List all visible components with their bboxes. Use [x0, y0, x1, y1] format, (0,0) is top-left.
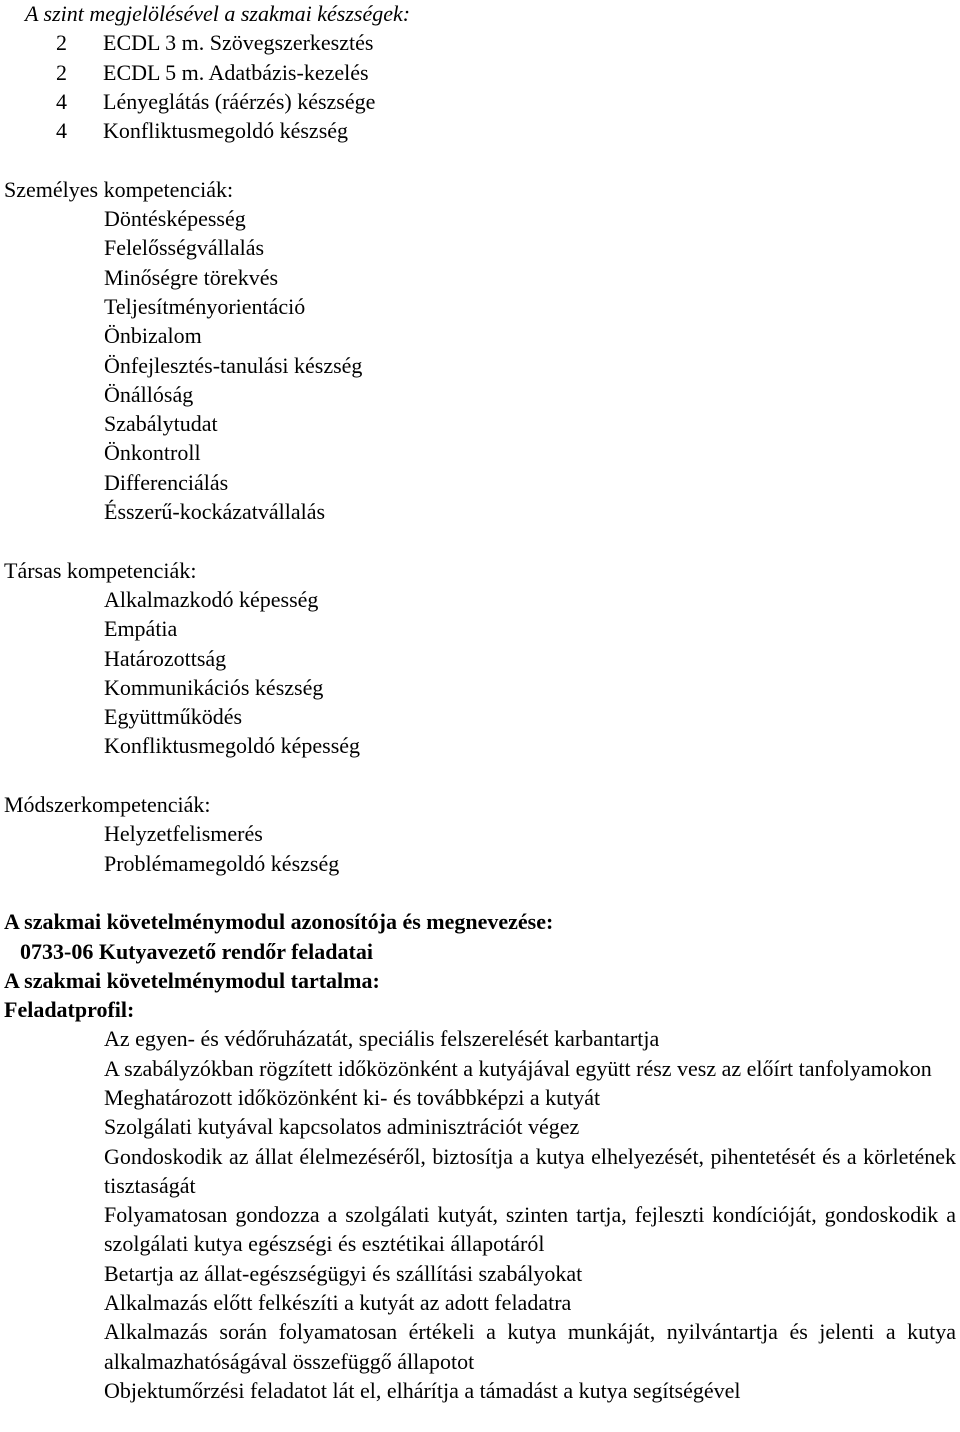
skill-level: 2 — [56, 30, 67, 56]
spacer — [0, 761, 960, 790]
task-item: Meghatározott időközönként ki- és továbbképzi a kutyát — [104, 1084, 601, 1110]
skill-level: 4 — [56, 88, 67, 114]
task-item: Folyamatosan gondozza a szolgálati kutyát, szinten tartja, fejleszti kondícióját, gondoskodik a szolgálati kutya egészségi és esztétikai állapotáról — [104, 1202, 956, 1257]
spacer — [0, 145, 960, 174]
skill-label: Konfliktusmegoldó készség — [103, 118, 349, 144]
level-skill-row — [0, 58, 960, 87]
task-profile-list — [0, 1024, 960, 1405]
method-competencies-list — [0, 819, 960, 878]
spacer — [0, 526, 960, 555]
task-item: A szabályzókban rögzített időközönként a kutyájával együtt rész vesz az előírt tanfolyamokon — [104, 1055, 932, 1081]
skill-label: Lényeglátás (ráérzés) készsége — [103, 88, 376, 114]
list-item: Differenciálás — [104, 469, 229, 495]
module-id-heading: A szakmai követelménymodul azonosítója és megnevezése: — [4, 909, 554, 935]
list-item: Konfliktusmegoldó képesség — [104, 733, 361, 759]
method-competencies-heading: Módszerkompetenciák: — [4, 792, 211, 818]
list-item: Problémamegoldó készség — [104, 850, 340, 876]
task-item: Alkalmazás során folyamatosan értékeli a kutya munkáját, nyilvántartja és jelenti a kutya alkalmazhatóságával összefüggő állapotot — [104, 1319, 956, 1374]
spacer — [0, 878, 960, 907]
social-competencies-list — [0, 585, 960, 761]
list-item: Önállóság — [104, 381, 194, 407]
task-item: Gondoskodik az állat élelmezéséről, biztosítja a kutya elhelyezését, pihentetését és a körletének tisztaságát — [104, 1143, 956, 1198]
module-id-value: 0733-06 Kutyavezető rendőr feladatai — [20, 938, 373, 964]
task-item: Objektumőrzési feladatot lát el, elhárítja a támadást a kutya segítségével — [104, 1377, 741, 1403]
list-item: Kommunikációs készség — [104, 674, 324, 700]
level-skills-heading: A szint megjelölésével a szakmai készségek: — [25, 1, 411, 26]
skill-label: ECDL 3 m. Szövegszerkesztés — [103, 30, 374, 56]
module-content-heading: A szakmai követelménymodul tartalma: — [4, 967, 380, 993]
task-item: Alkalmazás előtt felkészíti a kutyát az adott feladatra — [104, 1290, 572, 1316]
level-skills-list — [0, 28, 960, 145]
personal-competencies-list — [0, 204, 960, 526]
list-item: Önkontroll — [104, 440, 201, 466]
list-item: Ésszerű-kockázatvállalás — [104, 499, 326, 525]
skill-level: 4 — [56, 118, 67, 144]
level-skill-row — [0, 87, 960, 116]
list-item: Alkalmazkodó képesség — [104, 586, 319, 612]
skill-label: ECDL 5 m. Adatbázis-kezelés — [103, 59, 369, 85]
list-item: Döntésképesség — [104, 206, 246, 232]
level-skill-row — [0, 28, 960, 57]
personal-competencies-heading: Személyes kompetenciák: — [4, 176, 234, 202]
skill-level: 2 — [56, 59, 67, 85]
list-item: Önbizalom — [104, 323, 202, 349]
level-skill-row — [0, 116, 960, 145]
list-item: Önfejlesztés-tanulási készség — [104, 352, 363, 378]
list-item: Szabálytudat — [104, 411, 218, 437]
list-item: Határozottság — [104, 645, 227, 671]
list-item: Minőségre törekvés — [104, 264, 279, 290]
task-item: Szolgálati kutyával kapcsolatos adminisztrációt végez — [104, 1114, 580, 1140]
list-item: Felelősségvállalás — [104, 235, 265, 261]
list-item: Empátia — [104, 616, 178, 642]
task-profile-heading: Feladatprofil: — [4, 997, 135, 1023]
task-item: Az egyen- és védőruházatát, speciális felszerelését karbantartja — [104, 1026, 660, 1052]
list-item: Együttműködés — [104, 704, 243, 730]
social-competencies-heading: Társas kompetenciák: — [4, 557, 197, 583]
task-item: Betartja az állat-egészségügyi és szállítási szabályokat — [104, 1260, 583, 1286]
list-item: Helyzetfelismerés — [104, 821, 263, 847]
list-item: Teljesítményorientáció — [104, 293, 306, 319]
